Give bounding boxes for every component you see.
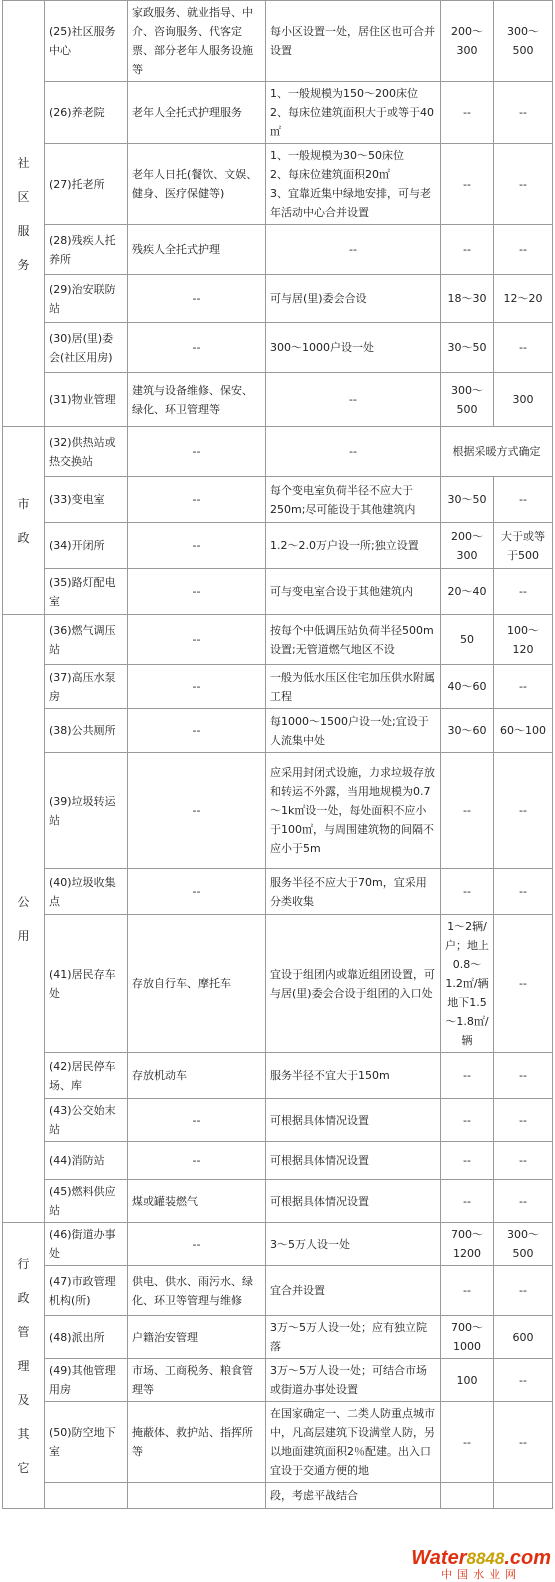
land-area-cell: -- [494,569,553,615]
service-content-cell: -- [128,753,266,869]
service-content-cell: -- [128,709,266,753]
service-content-cell: 煤或罐装燃气 [128,1180,266,1223]
setting-requirement-cell: 宜合并设置 [266,1266,441,1316]
service-content-cell: 掩蔽体、救护站、指挥所等 [128,1402,266,1483]
service-content-cell: 家政服务、就业指导、中介、咨询服务、代客定票、部分老年人服务设施等 [128,1,266,82]
facility-name-cell: (27)托老所 [45,144,128,225]
building-area-cell: -- [441,1099,494,1142]
service-content-cell: -- [128,869,266,915]
facility-name-cell: (36)燃气调压站 [45,615,128,665]
table-row [3,1,553,82]
facility-name-cell: (43)公交始末站 [45,1099,128,1142]
setting-requirement-cell: 可根据具体情况设置 [266,1180,441,1223]
land-area-cell: -- [494,869,553,915]
land-area-cell: 12～20 [494,275,553,323]
category-char: 行 [17,1256,30,1271]
service-content-cell: -- [128,665,266,709]
category-char: 管 [17,1324,30,1339]
table-row [3,1223,553,1266]
building-area-cell: 30～50 [441,323,494,373]
table-row [3,1483,553,1509]
building-area-cell: 300～500 [441,373,494,427]
category-cell-admin [3,1223,45,1509]
land-area-cell: -- [494,665,553,709]
facility-table [2,0,553,1509]
land-area-cell: -- [494,1266,553,1316]
category-cell-municipal [3,427,45,615]
facility-name-cell [45,1483,128,1509]
table-row [3,225,553,275]
table-row [3,709,553,753]
building-area-cell: 1～2辆/户；地上0.8～1.2㎡/辆地下1.5～1.8㎡/辆 [441,915,494,1053]
category-cell-community [3,1,45,427]
table-row [3,144,553,225]
building-area-cell: 100 [441,1359,494,1402]
category-cell-public_utility [3,615,45,1223]
facility-name-cell: (50)防空地下室 [45,1402,128,1483]
service-content-cell: -- [128,275,266,323]
service-content-cell: 建筑与设备维修、保安、绿化、环卫管理等 [128,373,266,427]
service-content-cell: -- [128,427,266,477]
setting-requirement-cell: 每个变电室负荷半径不应大于250m;尽可能设于其他建筑内 [266,477,441,523]
land-area-cell: 大于或等于500 [494,523,553,569]
land-area-cell: -- [494,1402,553,1483]
building-area-cell: 40～60 [441,665,494,709]
building-area-cell: -- [441,869,494,915]
facility-name-cell: (34)开闭所 [45,523,128,569]
table-row [3,753,553,869]
building-area-cell: -- [441,82,494,144]
category-char: 及 [17,1392,30,1407]
setting-requirement-cell: 按每个中低调压站负荷半径500m设置;无管道燃气地区不设 [266,615,441,665]
facility-name-cell: (32)供热站或热交换站 [45,427,128,477]
category-char: 它 [17,1460,30,1475]
table-row [3,1402,553,1483]
building-area-cell: 700～1000 [441,1316,494,1359]
land-area-cell: 600 [494,1316,553,1359]
category-char: 用 [17,928,30,943]
building-area-cell: 200～300 [441,523,494,569]
table-row [3,869,553,915]
land-area-cell: -- [494,1180,553,1223]
facility-name-cell: (29)治安联防站 [45,275,128,323]
facility-name-cell: (30)居(里)委会(社区用房) [45,323,128,373]
table-row [3,275,553,323]
land-area-cell: -- [494,1099,553,1142]
setting-requirement-cell: 可根据具体情况设置 [266,1142,441,1180]
facility-name-cell: (46)街道办事处 [45,1223,128,1266]
service-content-cell: -- [128,523,266,569]
setting-requirement-cell: 可与变电室合设于其他建筑内 [266,569,441,615]
setting-requirement-cell: 服务半径不应大于70m，宜采用分类收集 [266,869,441,915]
facility-name-cell: (45)燃料供应站 [45,1180,128,1223]
facility-name-cell: (25)社区服务中心 [45,1,128,82]
service-content-cell: -- [128,323,266,373]
table-row [3,323,553,373]
table-row [3,665,553,709]
category-char: 理 [17,1358,30,1373]
land-area-cell: -- [494,915,553,1053]
service-content-cell [128,1483,266,1509]
setting-requirement-cell: 1、一般规模为30～50床位 2、每床位建筑面积20㎡ 3、宜靠近集中绿地安排，可与老年活动中心合并设置 [266,144,441,225]
category-char: 其 [17,1426,30,1441]
facility-name-cell: (26)养老院 [45,82,128,144]
land-area-cell: -- [494,144,553,225]
setting-requirement-cell: 1、一般规模为150～200床位 2、每床位建筑面积大于或等于40㎡ [266,82,441,144]
setting-requirement-cell: 可根据具体情况设置 [266,1099,441,1142]
category-char: 服 [17,223,30,238]
setting-requirement-cell: 3～5万人设一处 [266,1223,441,1266]
land-area-cell: 100～120 [494,615,553,665]
building-area-cell [441,1483,494,1509]
building-area-cell: -- [441,1142,494,1180]
setting-requirement-cell: 应采用封闭式设施，力求垃圾存放和转运不外露，当用地规模为0.7～1k㎡设一处，每处面积不应小于100㎡，与周围建筑物的间隔不应小于5m [266,753,441,869]
service-content-cell: 存放自行车、摩托车 [128,915,266,1053]
land-area-cell: -- [494,1359,553,1402]
setting-requirement-cell: 300～1000户设一处 [266,323,441,373]
category-char: 公 [17,894,30,909]
service-content-cell: 存放机动车 [128,1053,266,1099]
service-content-cell: 户籍治安管理 [128,1316,266,1359]
facility-name-cell: (41)居民存车处 [45,915,128,1053]
table-row [3,373,553,427]
land-area-cell: -- [494,753,553,869]
table-row [3,82,553,144]
land-area-cell: -- [494,477,553,523]
land-area-cell: -- [494,323,553,373]
service-content-cell: 老年人日托(餐饮、文娱、健身、医疗保健等) [128,144,266,225]
building-area-cell: 50 [441,615,494,665]
land-area-cell: 300 [494,373,553,427]
table-row [3,1359,553,1402]
table-row [3,1142,553,1180]
setting-requirement-cell: 一般为低水压区住宅加压供水附属工程 [266,665,441,709]
facility-name-cell: (33)变电室 [45,477,128,523]
land-area-cell: -- [494,225,553,275]
setting-requirement-cell: 1.2～2.0万户设一所;独立设置 [266,523,441,569]
setting-requirement-cell: 3万～5万人设一处；应有独立院落 [266,1316,441,1359]
building-area-cell: -- [441,1402,494,1483]
land-area-cell: 300～500 [494,1223,553,1266]
facility-name-cell: (37)高压水泵房 [45,665,128,709]
service-content-cell: -- [128,1223,266,1266]
facility-name-cell: (47)市政管理机构(所) [45,1266,128,1316]
setting-requirement-cell: 段，考虑平战结合 [266,1483,441,1509]
facility-name-cell: (49)其他管理用房 [45,1359,128,1402]
building-area-cell: -- [441,1180,494,1223]
area-merged-cell: 根据采暖方式确定 [441,427,553,477]
table-row [3,1316,553,1359]
category-char: 政 [17,1290,30,1305]
land-area-cell [494,1483,553,1509]
category-char: 务 [17,257,30,272]
building-area-cell: -- [441,1053,494,1099]
table-row [3,523,553,569]
facility-name-cell: (42)居民停车场、库 [45,1053,128,1099]
facility-name-cell: (40)垃圾收集点 [45,869,128,915]
facility-name-cell: (31)物业管理 [45,373,128,427]
service-content-cell: 老年人全托式护理服务 [128,82,266,144]
setting-requirement-cell: 宜设于组团内或靠近组团设置，可与居(里)委会合设于组团的入口处 [266,915,441,1053]
facility-name-cell: (39)垃圾转运站 [45,753,128,869]
facility-name-cell: (35)路灯配电室 [45,569,128,615]
setting-requirement-cell: 在国家确定一、二类人防重点城市中，凡高层建筑下设满堂人防，另以地面建筑面积2％配建。出入口宜设于交通方便的地 [266,1402,441,1483]
building-area-cell: 700～1200 [441,1223,494,1266]
building-area-cell: 200～300 [441,1,494,82]
building-area-cell: -- [441,225,494,275]
category-char: 政 [17,530,30,545]
table-row [3,477,553,523]
building-area-cell: -- [441,753,494,869]
service-content-cell: 供电、供水、雨污水、绿化、环卫等管理与维修 [128,1266,266,1316]
service-content-cell: -- [128,615,266,665]
land-area-cell: 300～500 [494,1,553,82]
service-content-cell: -- [128,1099,266,1142]
building-area-cell: -- [441,144,494,225]
table-row [3,1266,553,1316]
service-content-cell: 市场、工商税务、粮食管理等 [128,1359,266,1402]
table-row [3,427,553,477]
setting-requirement-cell: 3万～5万人设一处；可结合市场或街道办事处设置 [266,1359,441,1402]
building-area-cell: -- [441,1266,494,1316]
land-area-cell: -- [494,1142,553,1180]
service-content-cell: -- [128,1142,266,1180]
building-area-cell: 20～40 [441,569,494,615]
table-row [3,569,553,615]
building-area-cell: 30～50 [441,477,494,523]
facility-name-cell: (38)公共厕所 [45,709,128,753]
setting-requirement-cell: -- [266,427,441,477]
category-char: 区 [17,189,30,204]
service-content-cell: -- [128,569,266,615]
table-row [3,1053,553,1099]
land-area-cell: 60～100 [494,709,553,753]
land-area-cell: -- [494,82,553,144]
setting-requirement-cell: -- [266,373,441,427]
table-row [3,1180,553,1223]
service-content-cell: 残疾人全托式护理 [128,225,266,275]
building-area-cell: 30～60 [441,709,494,753]
setting-requirement-cell: 服务半径不宜大于150m [266,1053,441,1099]
setting-requirement-cell: 每小区设置一处，居住区也可合并设置 [266,1,441,82]
facility-name-cell: (28)残疾人托养所 [45,225,128,275]
table-row [3,615,553,665]
table-row [3,1099,553,1142]
facility-name-cell: (44)消防站 [45,1142,128,1180]
category-char: 社 [17,155,30,170]
building-area-cell: 18～30 [441,275,494,323]
service-content-cell: -- [128,477,266,523]
facility-name-cell: (48)派出所 [45,1316,128,1359]
setting-requirement-cell: 每1000～1500户设一处;宜设于人流集中处 [266,709,441,753]
watermark-logo: Water8848.com 中国水业网 [411,1547,551,1581]
setting-requirement-cell: 可与居(里)委会合设 [266,275,441,323]
category-char: 市 [17,496,30,511]
land-area-cell: -- [494,1053,553,1099]
setting-requirement-cell: -- [266,225,441,275]
table-row [3,915,553,1053]
